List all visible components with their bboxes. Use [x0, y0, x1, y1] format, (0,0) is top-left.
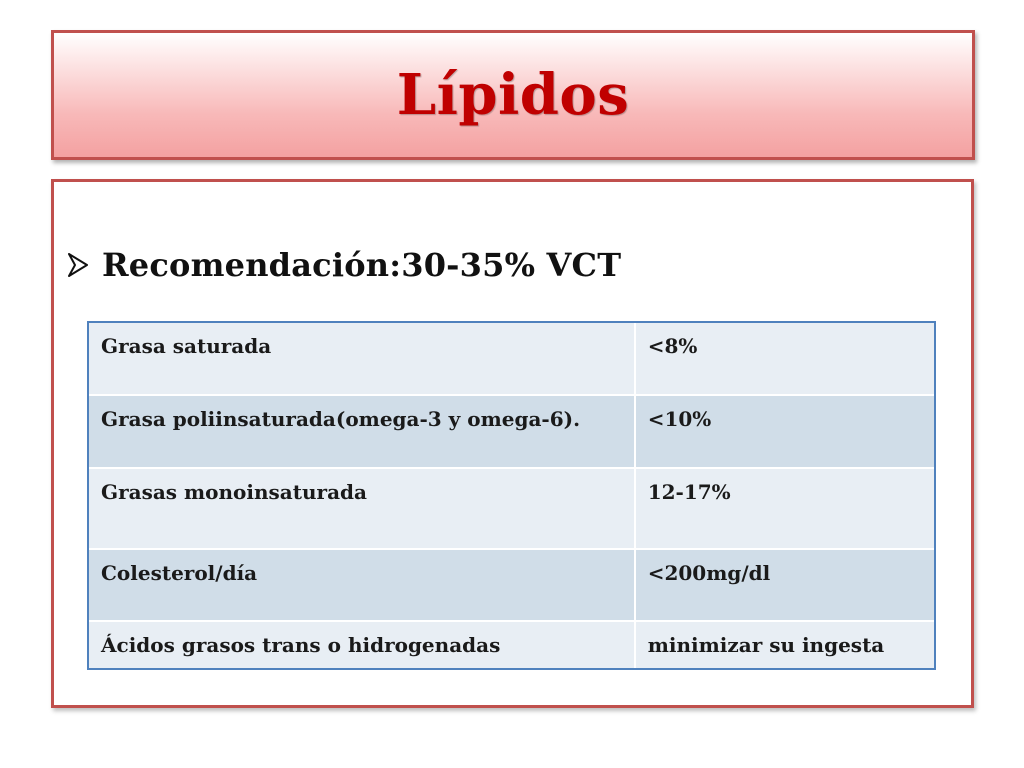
slide-title: Lípidos: [396, 62, 630, 128]
recommendation-text: Recomendación:30-35% VCT: [102, 246, 622, 284]
nutrient-cell: Grasa poliinsaturada(omega-3 y omega-6).: [88, 395, 635, 468]
value-cell: <200mg/dl: [635, 549, 935, 621]
value-cell: 12-17%: [635, 468, 935, 549]
nutrient-cell: Ácidos grasos trans o hidrogenadas: [88, 621, 635, 671]
nutrient-cell: Grasa saturada: [88, 322, 635, 395]
table-row: [88, 468, 935, 549]
nutrient-cell: Colesterol/día: [88, 549, 635, 621]
title-banner: [51, 30, 975, 160]
table-row: [88, 549, 935, 621]
table-row: [88, 395, 935, 468]
bullet-point: [68, 246, 621, 284]
nutrient-cell: Grasas monoinsaturada: [88, 468, 635, 549]
lipid-table: [87, 321, 936, 672]
table-row: [88, 621, 935, 671]
value-cell: <10%: [635, 395, 935, 468]
arrow-bullet-icon: [68, 253, 88, 277]
content-panel: [51, 179, 974, 708]
value-cell: minimizar su ingesta: [635, 621, 935, 671]
value-cell: <8%: [635, 322, 935, 395]
table-row: [88, 322, 935, 395]
